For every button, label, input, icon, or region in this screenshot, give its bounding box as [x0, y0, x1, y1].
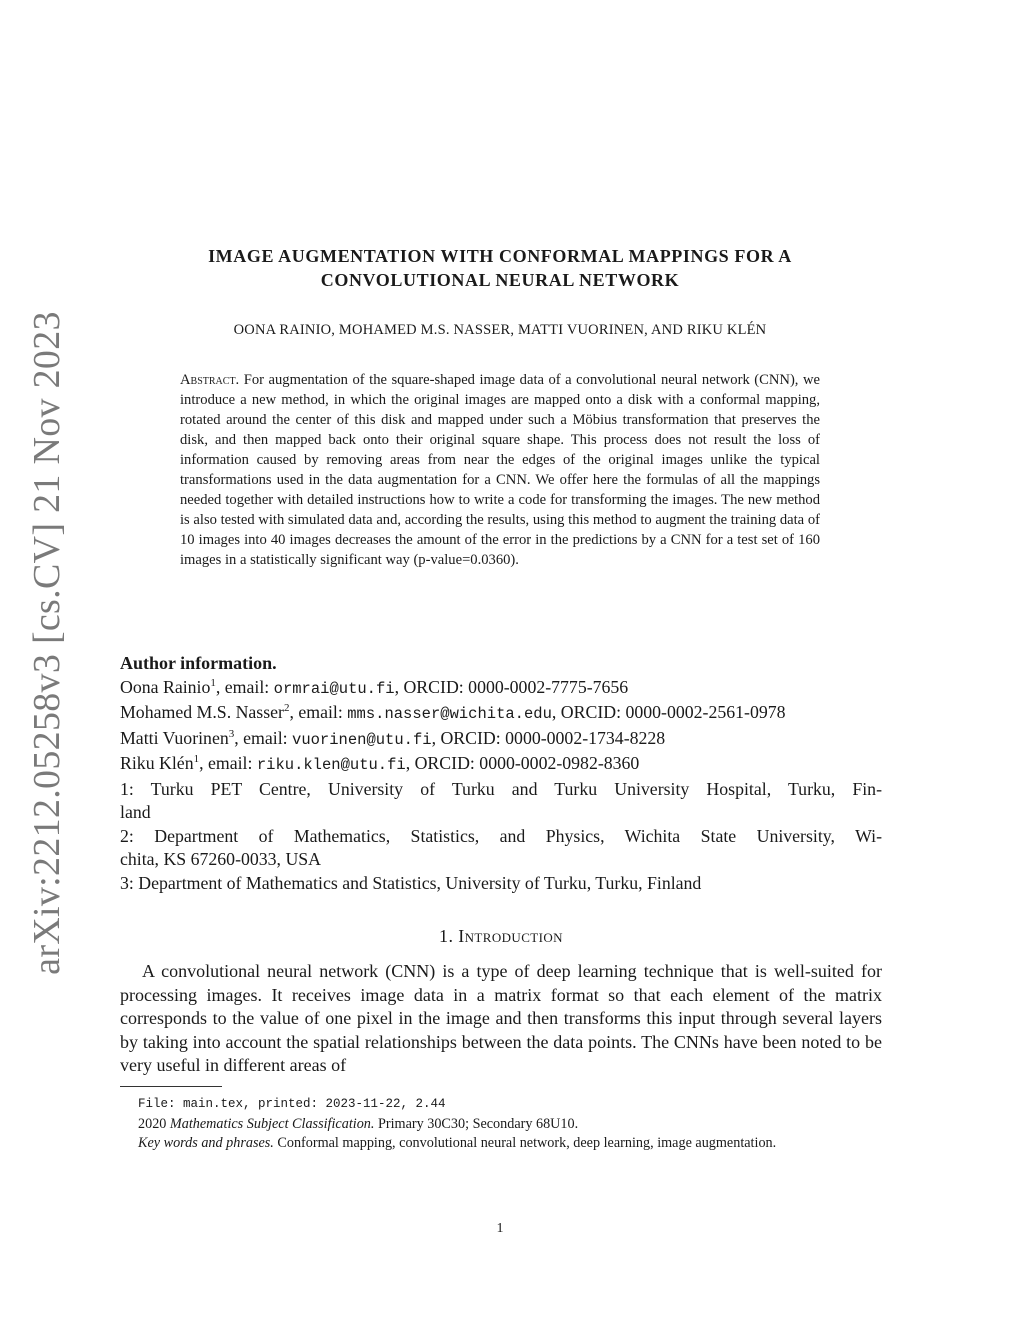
affiliation-1-line-1: 1: Turku PET Centre, University of Turku and Turku University Hospital, Turku, Fin-	[120, 778, 882, 799]
keywords-footnote: Key words and phrases. Conformal mapping, convolutional neural network, deep learning, image augmentation.	[138, 1135, 777, 1151]
email-link[interactable]: vuorinen@utu.fi	[292, 730, 432, 749]
author-info-heading: Author information.	[120, 653, 277, 673]
introduction-body	[120, 960, 882, 1078]
title-line-1: IMAGE AUGMENTATION WITH CONFORMAL MAPPINGS FOR A	[208, 246, 792, 266]
affiliation-3: 3: Department of Mathematics and Statistics, University of Turku, Turku, Finland	[120, 872, 702, 893]
msc-footnote: 2020 Mathematics Subject Classification. Primary 30C30; Secondary 68U10.	[138, 1115, 579, 1132]
affiliation-2-line-2: chita, KS 67260-0033, USA	[120, 849, 322, 869]
footnotes	[120, 1094, 882, 1154]
author-entry: Mohamed M.S. Nasser$^2$, email: mms.nasser@wichita.edu, ORCID: 0000-0002-2561-0978	[120, 702, 786, 723]
author-information	[120, 652, 882, 895]
email-link[interactable]: mms.nasser@wichita.edu	[347, 705, 552, 723]
intro-paragraph: A convolutional neural network (CNN) is a type of deep learning technique that is well-suited for processing images. It receives image data in a matrix format so that each element of the matrix corresponds to the value of one pixel in the image and then transforms this input through several layers by taking into account the spatial relationships between the data points. The CNNs have been noted to be very useful in different areas of	[120, 961, 882, 1075]
file-footnote: File: main.tex, printed: 2023-11-22, 2.44	[138, 1097, 446, 1111]
arxiv-identifier	[22, 310, 72, 975]
email-link[interactable]: riku.klen@utu.fi	[256, 756, 406, 774]
abstract-text: For augmentation of the square-shaped image data of a convolutional neural network (CNN), we introduce a new method, in which the original images are mapped onto a disk with a conformal mapping, rotated around the center of this disk and mapped under such a Möbius transformation that preserves the disk, and then mapped back onto their original square shape. This process does not result the loss of information caused by removing areas from near the edges of the original images unlike the typical transformations used in the data augmentation for a CNN. We offer here the formulas of all the mappings needed together with detailed instructions how to write a code for transforming the images. The new method is also tested with simulated data and, according the results, using this method to augment the training data of 10 images into 40 images decreases the amount of the error in the predictions by a CNN for a test set of 160 images in a statistically significant way (p-value=0.0360).	[180, 372, 820, 568]
page-number: 1	[496, 1221, 504, 1236]
author-entry: Oona Rainio$^1$, email: ormrai@utu.fi, ORCID: 0000-0002-7775-7656	[120, 676, 629, 698]
affiliation-1-line-2: land	[120, 802, 151, 822]
arxiv-identifier-text: arXiv:2212.05258v3 [cs.CV] 21 Nov 2023	[26, 310, 69, 975]
abstract-label: Abstract.	[180, 372, 240, 388]
email-link[interactable]: ormrai@utu.fi	[273, 679, 395, 698]
abstract	[180, 370, 820, 570]
footnote-rule	[120, 1086, 222, 1087]
title-line-2: CONVOLUTIONAL NEURAL NETWORK	[320, 270, 680, 290]
author-entry: Riku Klén$^1$, email: riku.klen@utu.fi, ORCID: 0000-0002-0982-8360	[120, 753, 640, 774]
author-list: OONA RAINIO, MOHAMED M.S. NASSER, MATTI VUORINEN, AND RIKU KLÉN	[233, 322, 767, 338]
affiliation-2-line-1: 2: Department of Mathematics, Statistics, and Physics, Wichita State University, Wi-	[120, 825, 882, 846]
paper-title	[120, 244, 880, 292]
author-entry: Matti Vuorinen$^3$, email: vuorinen@utu.fi, ORCID: 0000-0002-1734-8228	[120, 727, 666, 749]
section-heading: 1. Introduction	[439, 926, 563, 946]
